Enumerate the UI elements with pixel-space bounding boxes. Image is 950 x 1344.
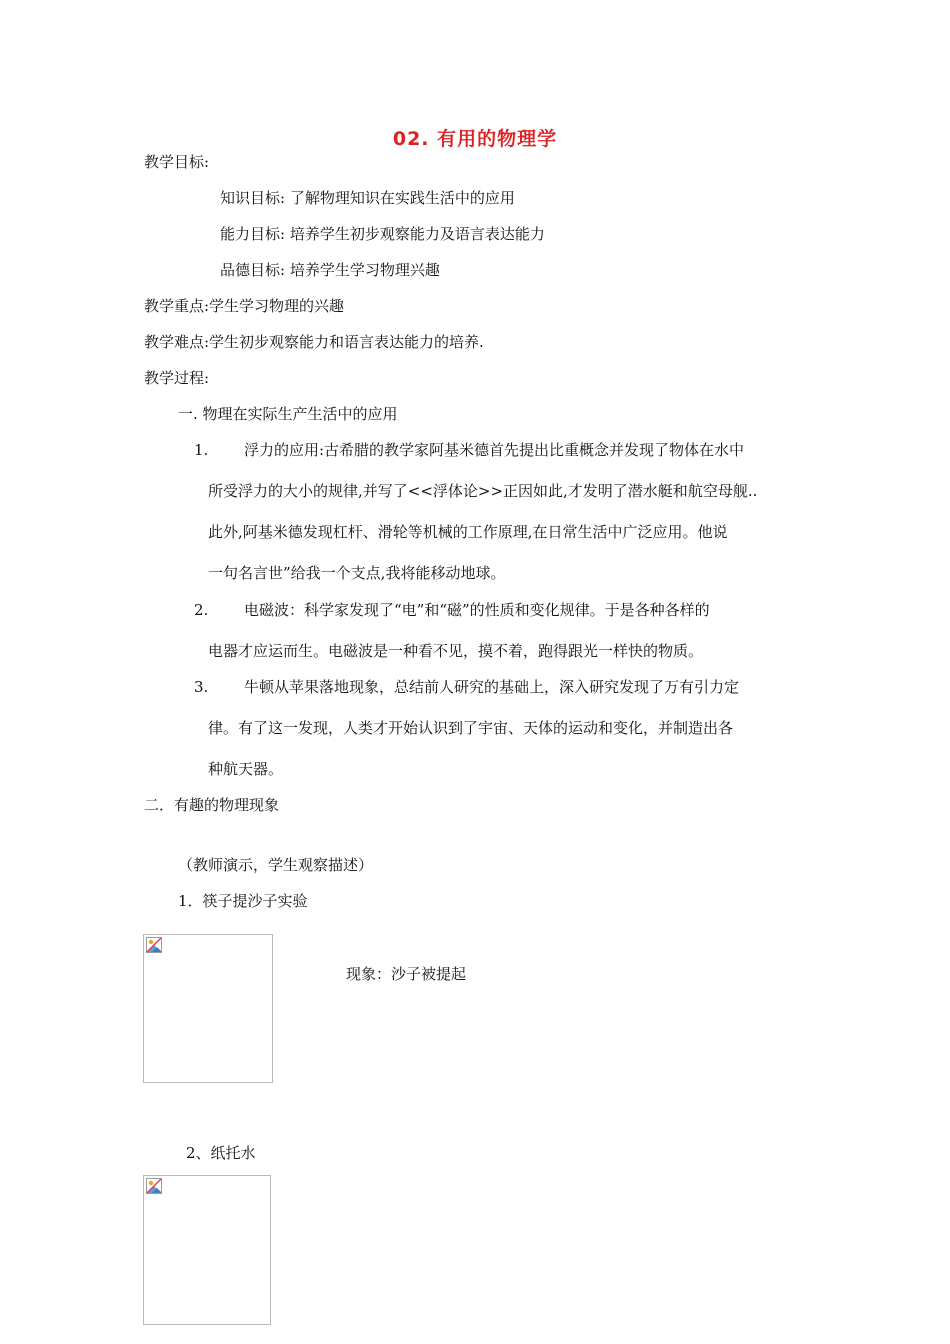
list-item-line: 牛顿从苹果落地现象，总结前人研究的基础上，深入研究发现了万有引力定 — [244, 678, 740, 696]
list-item-line: 所受浮力的大小的规律,并写了<<浮体论>>正因如此,才发明了潜水艇和航空母舰.. — [208, 482, 758, 500]
experiment-1-title: 1．筷子提沙子实验 — [178, 892, 308, 910]
list-item-line: 电器才应运而生。电磁波是一种看不见，摸不着，跑得跟光一样快的物质。 — [208, 642, 704, 660]
list-item-line: 电磁波：科学家发现了“电”和“磁”的性质和变化规律。于是各种各样的 — [244, 601, 710, 619]
process-heading: 教学过程: — [144, 369, 210, 387]
list-item-line: 一句名言世”给我一个支点,我将能移动地球。 — [208, 564, 506, 582]
key-point: 教学重点:学生学习物理的兴趣 — [144, 297, 345, 315]
experiment-2-image — [143, 1175, 271, 1325]
experiment-1-phenomenon: 现象：沙子被提起 — [346, 965, 467, 983]
list-item-number: 3. — [194, 678, 209, 696]
section1-heading: 一. 物理在实际生产生活中的应用 — [178, 405, 398, 423]
objective-moral: 品德目标: 培养学生学习物理兴趣 — [220, 261, 440, 279]
list-item-number: 2. — [194, 601, 209, 619]
experiment-1-image — [143, 934, 273, 1083]
section2-note: （教师演示，学生观察描述） — [178, 856, 374, 874]
objectives-heading: 教学目标: — [144, 153, 210, 171]
section2-heading: 二．有趣的物理现象 — [144, 796, 280, 814]
list-item-line: 此外,阿基米德发现杠杆、滑轮等机械的工作原理,在日常生活中广泛应用。他说 — [208, 523, 728, 541]
broken-image-icon — [146, 937, 162, 953]
broken-image-icon — [146, 1178, 162, 1194]
list-item-line: 律。有了这一发现，人类才开始认识到了宇宙、天体的运动和变化，并制造出各 — [208, 719, 734, 737]
objective-knowledge: 知识目标: 了解物理知识在实践生活中的应用 — [220, 189, 515, 207]
list-item-number: 1. — [194, 441, 209, 459]
difficulty: 教学难点:学生初步观察能力和语言表达能力的培养. — [144, 333, 484, 351]
list-item-line: 种航天器。 — [208, 760, 284, 778]
objective-ability: 能力目标: 培养学生初步观察能力及语言表达能力 — [220, 225, 545, 243]
list-item-line: 浮力的应用:古希腊的教学家阿基米德首先提出比重概念并发现了物体在水中 — [244, 441, 745, 459]
experiment-2-title: 2、纸托水 — [186, 1144, 256, 1162]
page-title: 02. 有用的物理学 — [392, 128, 558, 150]
